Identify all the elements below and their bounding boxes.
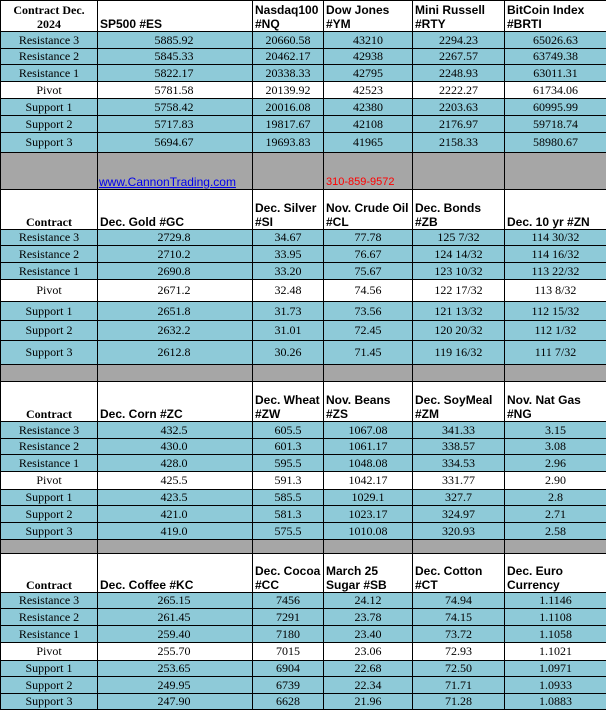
separator-cell — [1, 365, 98, 382]
level-row — [1, 523, 606, 540]
separator-cell — [505, 153, 606, 190]
instrument-header: BitCoin Index #BRTI — [505, 1, 606, 32]
separator-row — [1, 153, 606, 190]
level-value: 74.15 — [413, 609, 505, 626]
level-value: 6739 — [253, 677, 324, 694]
level-value: 2222.27 — [413, 82, 505, 99]
level-value: 74.56 — [324, 280, 413, 302]
instrument-header: Dec. Bonds #ZB — [413, 190, 505, 230]
level-label: Support 1 — [1, 99, 98, 116]
level-value: 71.28 — [413, 694, 505, 710]
level-row — [1, 116, 606, 133]
level-value: 2267.57 — [413, 49, 505, 65]
level-value: 1067.08 — [324, 422, 413, 439]
header-row — [1, 190, 606, 230]
level-label: Resistance 3 — [1, 230, 98, 246]
level-row — [1, 99, 606, 116]
level-label: Resistance 2 — [1, 49, 98, 65]
level-label: Support 1 — [1, 661, 98, 677]
level-row — [1, 490, 606, 506]
level-row — [1, 609, 606, 626]
level-label: Support 1 — [1, 490, 98, 506]
level-value: 61734.06 — [505, 82, 606, 99]
level-value: 20462.17 — [253, 49, 324, 65]
level-value: 1010.08 — [324, 523, 413, 540]
instrument-header: Dec. Silver #SI — [253, 190, 324, 230]
level-value: 120 20/32 — [413, 321, 505, 341]
level-value: 22.34 — [324, 677, 413, 694]
level-value: 122 17/32 — [413, 280, 505, 302]
instrument-header: Nasdaq100 #NQ — [253, 1, 324, 32]
level-value: 72.45 — [324, 321, 413, 341]
level-label: Support 1 — [1, 302, 98, 321]
instrument-header: March 25 Sugar #SB — [324, 554, 413, 593]
level-row — [1, 626, 606, 643]
level-value: 1.1058 — [505, 626, 606, 643]
level-row — [1, 694, 606, 710]
level-value: 2176.97 — [413, 116, 505, 133]
level-value: 5885.92 — [98, 32, 253, 49]
level-value: 23.78 — [324, 609, 413, 626]
level-value: 2.90 — [505, 472, 606, 490]
level-value: 605.5 — [253, 422, 324, 439]
level-label: Support 2 — [1, 506, 98, 523]
level-value: 125 7/32 — [413, 230, 505, 246]
instrument-header: Dec. Gold #GC — [98, 190, 253, 230]
level-value: 121 13/32 — [413, 302, 505, 321]
level-label: Support 3 — [1, 133, 98, 153]
level-value: 63011.31 — [505, 65, 606, 82]
level-value: 6628 — [253, 694, 324, 710]
level-value: 112 15/32 — [505, 302, 606, 321]
level-value: 334.53 — [413, 455, 505, 472]
level-row — [1, 230, 606, 246]
instrument-header: SP500 #ES — [98, 1, 253, 32]
instrument-header: Dec. 10 yr #ZN — [505, 190, 606, 230]
separator-cell — [253, 153, 324, 190]
separator-cell — [1, 540, 98, 554]
level-row — [1, 246, 606, 263]
level-value: 2.8 — [505, 490, 606, 506]
level-label: Resistance 3 — [1, 32, 98, 49]
level-value: 2612.8 — [98, 341, 253, 365]
level-value: 1.0883 — [505, 694, 606, 710]
level-value: 421.0 — [98, 506, 253, 523]
level-label: Support 2 — [1, 321, 98, 341]
instrument-header: Mini Russell #RTY — [413, 1, 505, 32]
level-value: 7291 — [253, 609, 324, 626]
level-value: 1061.17 — [324, 439, 413, 455]
level-value: 581.3 — [253, 506, 324, 523]
level-value: 41965 — [324, 133, 413, 153]
level-row — [1, 506, 606, 523]
level-value: 2294.23 — [413, 32, 505, 49]
level-value: 247.90 — [98, 694, 253, 710]
contract-header: Contract — [1, 554, 98, 593]
level-value: 33.95 — [253, 246, 324, 263]
level-value: 2651.8 — [98, 302, 253, 321]
level-value: 42523 — [324, 82, 413, 99]
instrument-header: Nov. Beans #ZS — [324, 382, 413, 422]
level-label: Support 2 — [1, 116, 98, 133]
separator-cell — [253, 365, 324, 382]
level-value: 327.7 — [413, 490, 505, 506]
level-value: 2.58 — [505, 523, 606, 540]
level-value: 423.5 — [98, 490, 253, 506]
level-value: 124 14/32 — [413, 246, 505, 263]
level-value: 1029.1 — [324, 490, 413, 506]
level-label: Resistance 1 — [1, 65, 98, 82]
level-value: 5694.67 — [98, 133, 253, 153]
level-row — [1, 593, 606, 609]
level-label: Pivot — [1, 82, 98, 99]
level-row — [1, 677, 606, 694]
level-value: 20139.92 — [253, 82, 324, 99]
level-value: 112 1/32 — [505, 321, 606, 341]
level-value: 30.26 — [253, 341, 324, 365]
level-value: 430.0 — [98, 439, 253, 455]
level-row — [1, 439, 606, 455]
separator-row — [1, 540, 606, 554]
level-value: 42380 — [324, 99, 413, 116]
level-value: 249.95 — [98, 677, 253, 694]
level-value: 23.06 — [324, 643, 413, 661]
separator-cell — [505, 365, 606, 382]
level-row — [1, 49, 606, 65]
level-label: Resistance 1 — [1, 455, 98, 472]
level-value: 20016.08 — [253, 99, 324, 116]
level-value: 77.78 — [324, 230, 413, 246]
instrument-header: Dec. Cotton #CT — [413, 554, 505, 593]
level-row — [1, 422, 606, 439]
separator-cell — [324, 540, 413, 554]
level-value: 1.0933 — [505, 677, 606, 694]
pivot-row — [1, 643, 606, 661]
level-value: 265.15 — [98, 593, 253, 609]
level-value: 2671.2 — [98, 280, 253, 302]
header-row — [1, 554, 606, 593]
level-label: Resistance 1 — [1, 626, 98, 643]
level-label: Support 3 — [1, 523, 98, 540]
level-value: 6904 — [253, 661, 324, 677]
level-value: 42938 — [324, 49, 413, 65]
instrument-header: Dec. Cocoa #CC — [253, 554, 324, 593]
level-value: 113 22/32 — [505, 263, 606, 280]
level-value: 7015 — [253, 643, 324, 661]
level-label: Resistance 2 — [1, 246, 98, 263]
separator-cell — [413, 365, 505, 382]
level-label: Support 2 — [1, 677, 98, 694]
level-value: 123 10/32 — [413, 263, 505, 280]
level-value: 2203.63 — [413, 99, 505, 116]
level-label: Resistance 1 — [1, 263, 98, 280]
level-value: 74.94 — [413, 593, 505, 609]
level-label: Resistance 2 — [1, 609, 98, 626]
level-value: 65026.63 — [505, 32, 606, 49]
level-value: 2.96 — [505, 455, 606, 472]
instrument-header: Dec. Euro Currency — [505, 554, 606, 593]
level-label: Pivot — [1, 472, 98, 490]
level-value: 71.45 — [324, 341, 413, 365]
level-value: 22.68 — [324, 661, 413, 677]
level-value: 2158.33 — [413, 133, 505, 153]
level-row — [1, 341, 606, 365]
level-value: 7180 — [253, 626, 324, 643]
level-value: 2632.2 — [98, 321, 253, 341]
level-label: Resistance 2 — [1, 439, 98, 455]
level-value: 42108 — [324, 116, 413, 133]
separator-cell — [98, 365, 253, 382]
level-value: 111 7/32 — [505, 341, 606, 365]
pivot-row — [1, 472, 606, 490]
level-value: 1.1021 — [505, 643, 606, 661]
separator-cell — [324, 365, 413, 382]
level-value: 114 16/32 — [505, 246, 606, 263]
level-value: 419.0 — [98, 523, 253, 540]
level-value: 72.93 — [413, 643, 505, 661]
level-value: 601.3 — [253, 439, 324, 455]
level-value: 428.0 — [98, 455, 253, 472]
pivot-row — [1, 82, 606, 99]
level-value: 595.5 — [253, 455, 324, 472]
level-value: 575.5 — [253, 523, 324, 540]
level-value: 73.56 — [324, 302, 413, 321]
level-value: 5822.17 — [98, 65, 253, 82]
instrument-header: Dec. Coffee #KC — [98, 554, 253, 593]
level-value: 31.73 — [253, 302, 324, 321]
level-value: 43210 — [324, 32, 413, 49]
level-value: 71.71 — [413, 677, 505, 694]
level-value: 2710.2 — [98, 246, 253, 263]
level-row — [1, 455, 606, 472]
level-value: 2690.8 — [98, 263, 253, 280]
level-value: 31.01 — [253, 321, 324, 341]
separator-cell — [98, 540, 253, 554]
level-value: 5845.33 — [98, 49, 253, 65]
level-row — [1, 133, 606, 153]
level-value: 2729.8 — [98, 230, 253, 246]
level-value: 261.45 — [98, 609, 253, 626]
level-value: 324.97 — [413, 506, 505, 523]
instrument-header: Nov. Nat Gas #NG — [505, 382, 606, 422]
level-value: 19817.67 — [253, 116, 324, 133]
level-value: 34.67 — [253, 230, 324, 246]
level-value: 19693.83 — [253, 133, 324, 153]
level-value: 113 8/32 — [505, 280, 606, 302]
level-value: 3.15 — [505, 422, 606, 439]
level-label: Resistance 3 — [1, 593, 98, 609]
level-value: 1048.08 — [324, 455, 413, 472]
separator-cell — [413, 153, 505, 190]
level-value: 24.12 — [324, 593, 413, 609]
separator-cell — [253, 540, 324, 554]
level-value: 114 30/32 — [505, 230, 606, 246]
separator-cell — [1, 153, 98, 190]
level-value: 33.20 — [253, 263, 324, 280]
level-label: Pivot — [1, 643, 98, 661]
level-value: 42795 — [324, 65, 413, 82]
level-label: Support 3 — [1, 694, 98, 710]
level-value: 20660.58 — [253, 32, 324, 49]
level-value: 320.93 — [413, 523, 505, 540]
level-value: 119 16/32 — [413, 341, 505, 365]
level-row — [1, 32, 606, 49]
level-row — [1, 263, 606, 280]
level-row — [1, 321, 606, 341]
level-value: 1.1108 — [505, 609, 606, 626]
level-value: 1042.17 — [324, 472, 413, 490]
level-value: 76.67 — [324, 246, 413, 263]
level-value: 253.65 — [98, 661, 253, 677]
instrument-header: Dow Jones #YM — [324, 1, 413, 32]
pivot-table-body — [1, 1, 606, 710]
level-value: 72.50 — [413, 661, 505, 677]
level-value: 432.5 — [98, 422, 253, 439]
level-value: 331.77 — [413, 472, 505, 490]
separator-cell — [413, 540, 505, 554]
level-row — [1, 302, 606, 321]
instrument-header: Dec. Corn #ZC — [98, 382, 253, 422]
level-value: 5717.83 — [98, 116, 253, 133]
level-value: 1.0971 — [505, 661, 606, 677]
contract-header: Contract — [1, 190, 98, 230]
pivot-row — [1, 280, 606, 302]
instrument-header: Nov. Crude Oil #CL — [324, 190, 413, 230]
level-value: 63749.38 — [505, 49, 606, 65]
header-row — [1, 382, 606, 422]
level-value: 255.70 — [98, 643, 253, 661]
contract-header: Contract — [1, 382, 98, 422]
separator-cell — [505, 540, 606, 554]
level-value: 1.1146 — [505, 593, 606, 609]
level-value: 591.3 — [253, 472, 324, 490]
level-value: 73.72 — [413, 626, 505, 643]
instrument-header: Dec. Wheat #ZW — [253, 382, 324, 422]
header-row — [1, 1, 606, 32]
level-value: 259.40 — [98, 626, 253, 643]
separator-row — [1, 365, 606, 382]
level-value: 60995.99 — [505, 99, 606, 116]
level-value: 32.48 — [253, 280, 324, 302]
level-value: 338.57 — [413, 439, 505, 455]
level-value: 1023.17 — [324, 506, 413, 523]
phone-number: 310-859-9572 — [324, 153, 413, 190]
website-link[interactable]: www.CannonTrading.com — [98, 153, 253, 190]
level-value: 585.5 — [253, 490, 324, 506]
level-value: 5758.42 — [98, 99, 253, 116]
level-label: Resistance 3 — [1, 422, 98, 439]
level-value: 21.96 — [324, 694, 413, 710]
level-value: 2248.93 — [413, 65, 505, 82]
level-value: 3.08 — [505, 439, 606, 455]
level-row — [1, 65, 606, 82]
level-value: 425.5 — [98, 472, 253, 490]
level-value: 59718.74 — [505, 116, 606, 133]
level-value: 2.71 — [505, 506, 606, 523]
level-value: 5781.58 — [98, 82, 253, 99]
level-row — [1, 661, 606, 677]
level-value: 20338.33 — [253, 65, 324, 82]
contract-header: Contract Dec. 2024 — [1, 1, 98, 32]
level-value: 23.40 — [324, 626, 413, 643]
level-label: Support 3 — [1, 341, 98, 365]
instrument-header: Dec. SoyMeal #ZM — [413, 382, 505, 422]
level-value: 7456 — [253, 593, 324, 609]
level-value: 341.33 — [413, 422, 505, 439]
level-value: 75.67 — [324, 263, 413, 280]
level-value: 58980.67 — [505, 133, 606, 153]
level-label: Pivot — [1, 280, 98, 302]
